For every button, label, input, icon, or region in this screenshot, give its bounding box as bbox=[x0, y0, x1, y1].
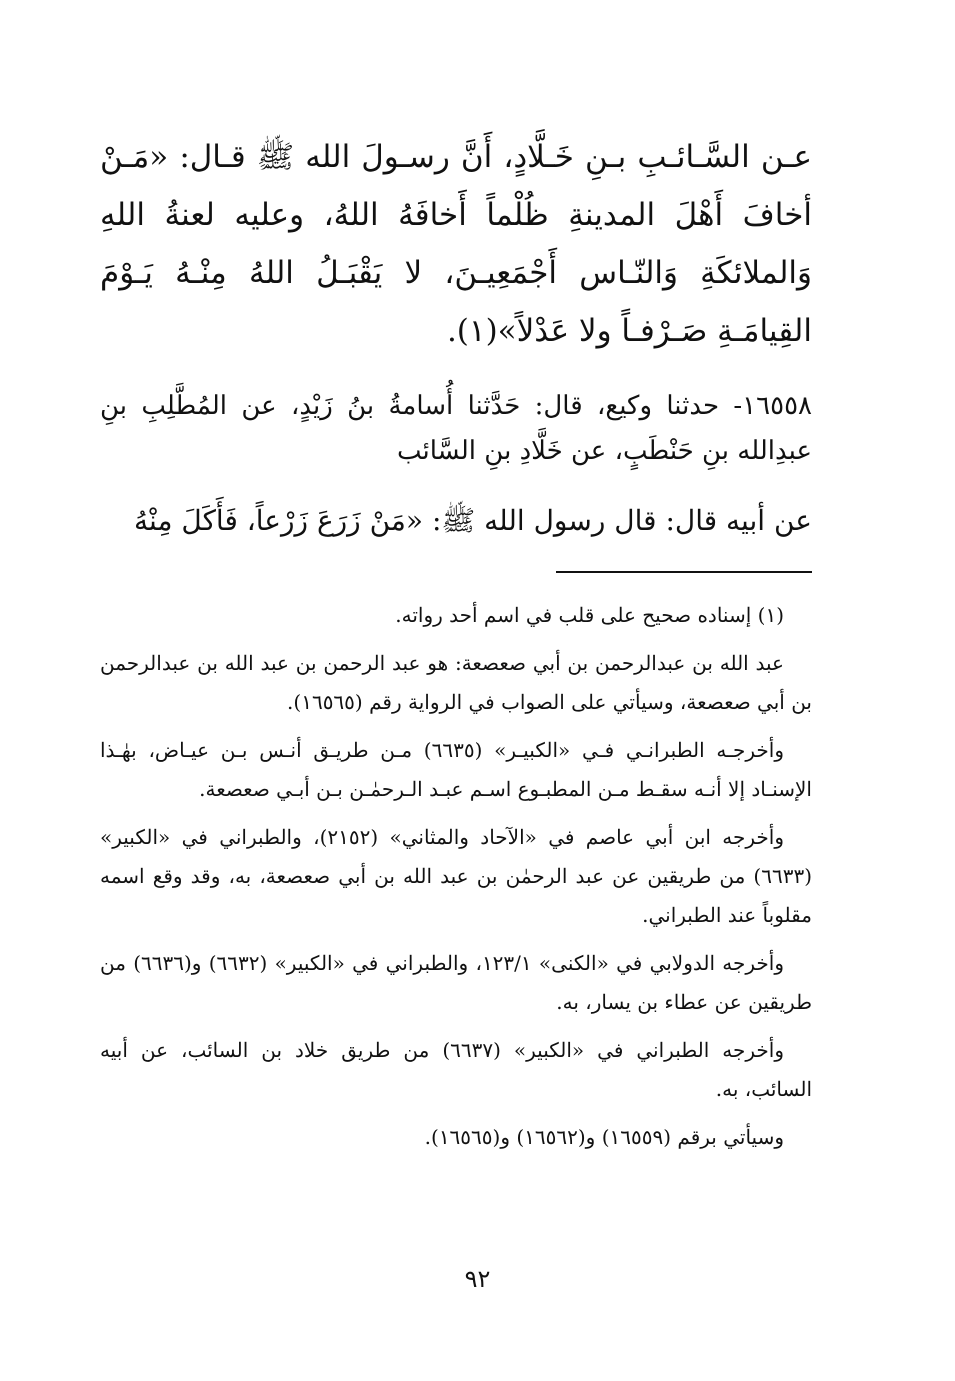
footnotes bbox=[100, 596, 812, 1166]
footnote-paragraph: عبد الله بن عبدالرحمن بن أبي صعصعة: هو عبد الرحمن بن عبد الله بن عبدالرحمن بن أبي صعصعة، وسيأتي على الصواب في الرواية رقم (١٦٥٦٥). bbox=[100, 651, 812, 714]
footnote-paragraph: وأخرجه الطبراني في «الكبير» (٦٦٣٧) من طريق خلاد بن السائب، عن أبيه السائب، به. bbox=[100, 1038, 812, 1101]
footnote-1: (١) إسناده صحيح على قلب في اسم أحد رواته. bbox=[395, 603, 784, 627]
page-number: ٩٢ bbox=[464, 1265, 491, 1293]
hadith-continuation: عن أبيه قال: قال رسول الله ﷺ: «مَنْ زَرَعَ زَرْعاً، فَأَكَلَ مِنْهُ bbox=[134, 504, 812, 537]
footnote-separator bbox=[556, 571, 812, 573]
main-text bbox=[100, 128, 812, 546]
hadith-chain: ١٦٥٥٨- حدثنا وكيع، قال: حَدَّثنا أُسامةُ بنُ زَيْدٍ، عن المُطَّلِبِ بنِ عبدِالله بنِ حَنْطَبٍ، عن خَلَّادِ بنِ السَّائب bbox=[100, 391, 812, 466]
footnote-paragraph: وسيأتي برقم (١٦٥٥٩) و(١٦٥٦٢) و(١٦٥٦٥). bbox=[424, 1125, 784, 1149]
footnote-paragraph: وأخرجه ابن أبي عاصم في «الآحاد والمثاني» (٢١٥٢)، والطبراني في «الكبير» (٦٦٣٣) من طريقين عن عبد الرحمٰن بن عبد الله بن أبي صعصعة، به، وقد وقع اسمه مقلوباً عند الطبراني. bbox=[100, 825, 812, 927]
footnote-paragraph: وأخرجـه الطبرانـي فـي «الكبيـر» (٦٦٣٥) مـن طريـق أنـس بـن عيـاض، بهٰـذا الإسنـاد إلا أنـه سقـط مـن المطبـوع اسـم عبـد الـرحمٰـن بـن أبـي صعصعة. bbox=[100, 738, 812, 801]
footnote-paragraph: وأخرجه الدولابي في «الكنى» ١٢٣/١، والطبراني في «الكبير» (٦٦٣٢) و(٦٦٣٦) من طريقين عن عطاء بن يسار، به. bbox=[100, 951, 812, 1014]
hadith-text: عـن السَّـائـبِ بـنِ خَـلَّادٍ، أَنَّ رسـولَ الله ﷺ قـال: «مَـنْ أخافَ أَهْلَ المدينةِ ظُلْماً أَخافَهُ اللهُ، وعليه لعنةُ اللهِ وَالملائكَةِ وَالنّـاس أَجْمَعِيـنَ، لا يَقْبَـلُ اللهُ مِنْـهُ يَـوْمَ القِيامَـةِ صَـرْفـاً ولا عَدْلاً»(١). bbox=[100, 139, 812, 349]
